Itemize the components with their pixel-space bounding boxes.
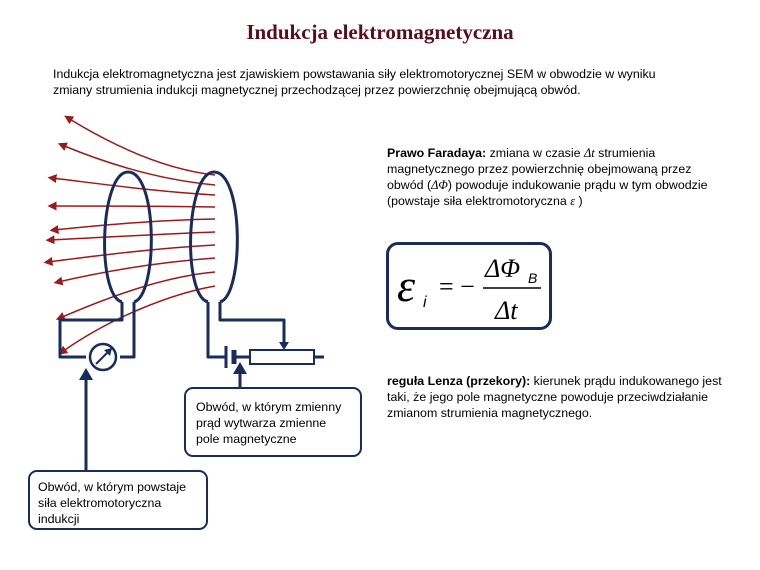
faraday-text-4: ) (575, 194, 583, 208)
field-line (52, 206, 215, 207)
formula-numerator: ΔΦ (485, 254, 521, 283)
field-line (68, 118, 215, 175)
page-title: Indukcja elektromagnetyczna (246, 20, 514, 44)
primary-circuit (191, 172, 324, 357)
faraday-label: Prawo Faradaya: (387, 146, 487, 160)
intro-line-1: Indukcja elektromagnetyczna jest zjawiskiem powstawania siły elektromotorycznej SEM w obwodzie w wyniku (53, 67, 656, 81)
faraday-formula (386, 242, 552, 330)
formula-epsilon-sub: i (423, 294, 427, 311)
primary-circuit-callout: Obwód, w którym zmienny prąd wytwarza zmienne pole magnetyczne (184, 387, 362, 457)
faraday-text-3: ) powoduje indukowanie prądu w tym obwodzie (powstaje siła elektromotoryczna (387, 178, 708, 208)
formula-denominator: Δt (495, 296, 518, 325)
lenz-description: kierunek prądu indukowanego jest taki, że jego pole magnetyczne powoduje przeciwdziałanie zmianom strumienia magnetycznego. (387, 374, 722, 420)
rheostat-icon (250, 342, 314, 364)
secondary-circuit (60, 172, 151, 357)
delta-phi-symbol: ΔΦ (431, 178, 448, 192)
formula-epsilon: ε (397, 260, 416, 311)
primary-wire (208, 302, 225, 357)
primary-loop (191, 172, 238, 302)
meter-icon (90, 344, 116, 370)
delta-t-symbol: Δt (583, 146, 595, 160)
lenz-label: reguła Lenza (przekory): (387, 374, 531, 388)
formula-numerator-sub: B (528, 270, 538, 286)
lenz-rule-text (387, 373, 737, 421)
secondary-circuit-callout: Obwód, w którym powstaje siła elektromotoryczna indukcji (28, 470, 208, 530)
field-line (60, 272, 215, 318)
epsilon-symbol: ε (570, 194, 576, 208)
faraday-text-1: zmiana w czasie (486, 146, 584, 160)
formula-equals: = − (439, 272, 475, 301)
faraday-text-2: strumienia magnetycznego przez powierzchnię obejmowaną przez obwód ( (387, 146, 692, 192)
intro-line-2: zmiany strumienia indukcji magnetycznej przechodzącej przez powierzchnię obejmującą obwód. (53, 83, 581, 97)
primary-wire (220, 302, 284, 348)
field-line (52, 178, 215, 195)
faraday-law-text (387, 145, 727, 209)
battery-icon (226, 346, 234, 368)
